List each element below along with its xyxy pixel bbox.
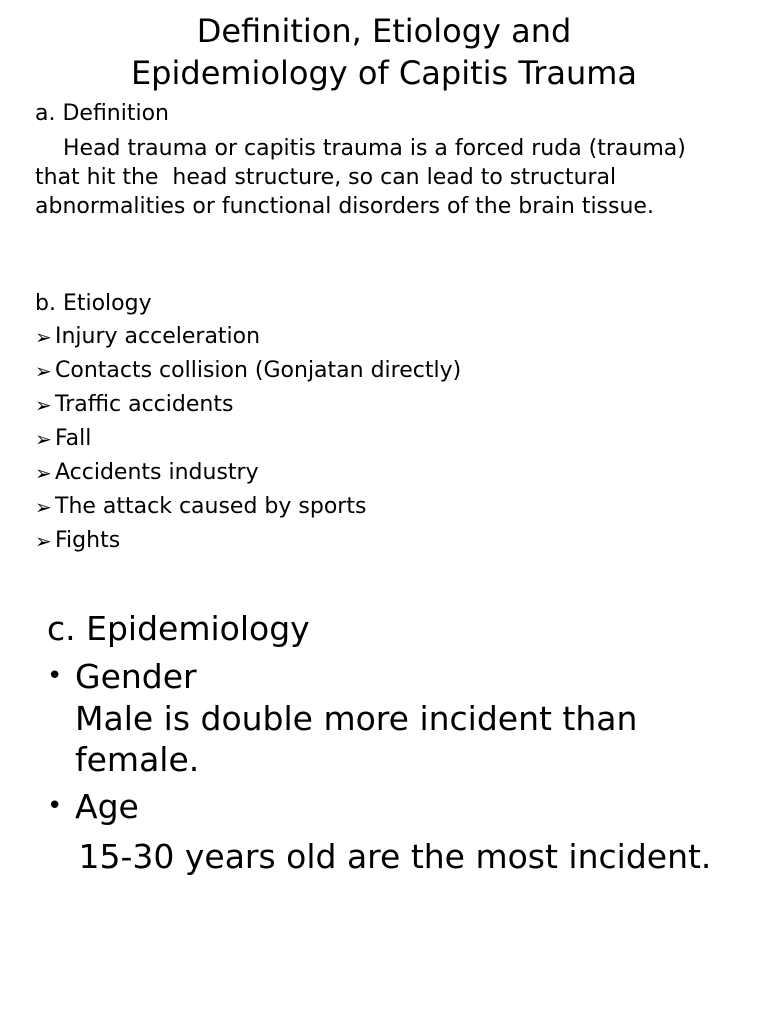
arrow-bullet-icon: ➢ <box>35 427 52 451</box>
epidemiology-heading: c. Epidemiology <box>47 609 310 648</box>
etiology-item <box>35 356 461 390</box>
etiology-list <box>35 322 461 560</box>
arrow-bullet-icon: ➢ <box>35 495 52 519</box>
etiology-item-label: Injury acceleration <box>55 324 261 349</box>
page-title <box>0 10 768 94</box>
etiology-item <box>35 322 461 356</box>
arrow-bullet-icon: ➢ <box>35 393 52 417</box>
etiology-item-label: Traffic accidents <box>55 392 234 417</box>
arrow-bullet-icon: ➢ <box>35 359 52 383</box>
etiology-item <box>35 390 461 424</box>
epidemiology-item-label: Age <box>75 787 139 826</box>
definition-text: Head trauma or capitis trauma is a forced ruda (trauma) that hit the head structure, so can lead to structural abnormalities or functional disorders of the brain tissue. <box>35 136 693 219</box>
etiology-item-label: Fights <box>55 528 121 553</box>
arrow-bullet-icon: ➢ <box>35 325 52 349</box>
etiology-item-label: The attack caused by sports <box>55 494 367 519</box>
bullet-dot-icon: • <box>47 791 63 821</box>
etiology-item-label: Fall <box>55 426 92 451</box>
etiology-heading: b. Etiology <box>35 291 152 316</box>
epidemiology-item-label: Gender <box>75 657 197 696</box>
etiology-item <box>35 526 461 560</box>
etiology-item <box>35 424 461 458</box>
arrow-bullet-icon: ➢ <box>35 529 52 553</box>
bullet-dot-icon: • <box>47 661 63 691</box>
etiology-item <box>35 492 461 526</box>
arrow-bullet-icon: ➢ <box>35 461 52 485</box>
etiology-item-label: Accidents industry <box>55 460 259 485</box>
title-line-1: Definition, Etiology and <box>196 12 572 50</box>
gender-description: Male is double more incident than female. <box>75 699 638 779</box>
etiology-item-label: Contacts collision (Gonjatan directly) <box>55 358 462 383</box>
age-description: 15-30 years old are the most incident. <box>47 837 712 876</box>
etiology-item <box>35 458 461 492</box>
definition-heading: a. Definition <box>35 101 169 126</box>
title-line-2: Epidemiology of Capitis Trauma <box>130 54 638 92</box>
